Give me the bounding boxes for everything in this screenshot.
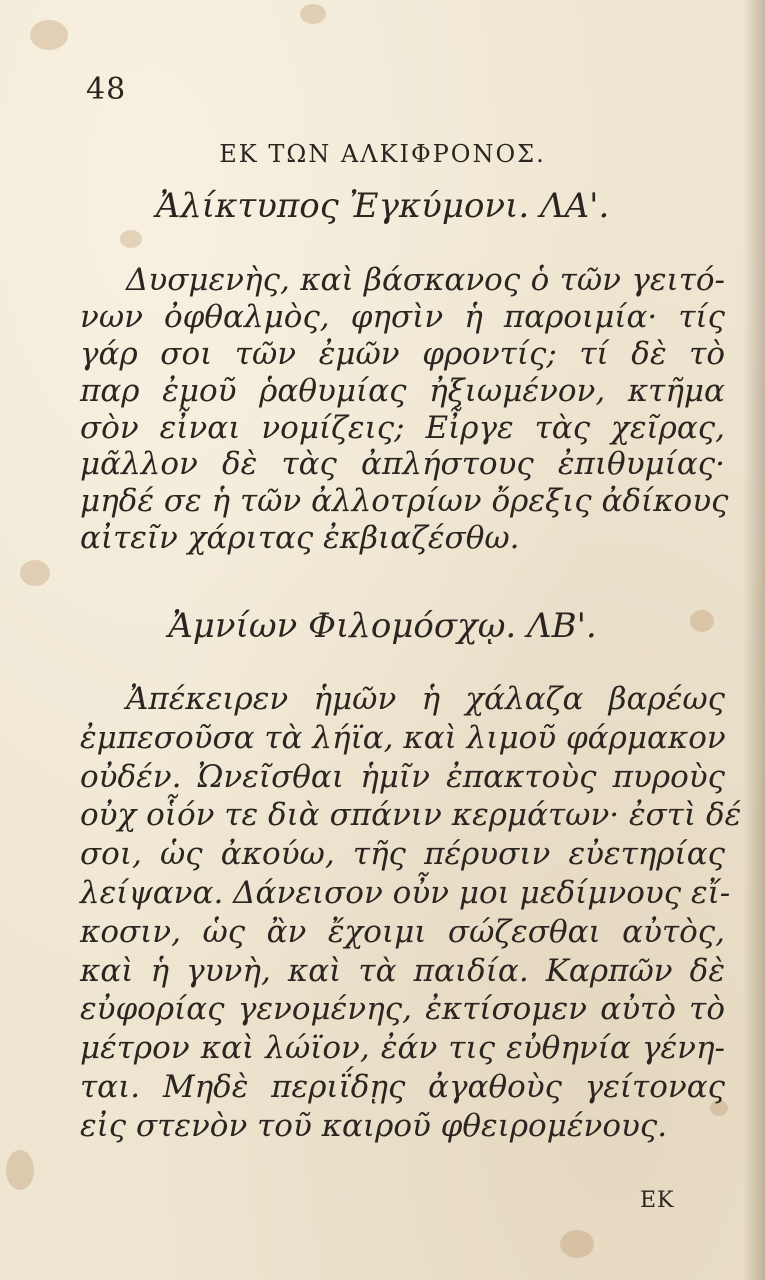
- foxing-spot: [560, 1230, 594, 1258]
- text-line: οὐχ οἷόν τε διὰ σπάνιν κερμάτων· ἐστὶ δέ: [80, 797, 742, 834]
- text-line: γάρ σοι τῶν ἐμῶν φροντίς; τί δὲ τὸ: [80, 335, 725, 372]
- text-line: μέτρον καὶ λώϊον, ἐάν τις εὐθηνία γένη-: [80, 1030, 725, 1067]
- text-line: Δυσμενὴς, καὶ βάσκανος ὁ τῶν γειτό-: [126, 262, 725, 298]
- text-line: μᾶλλον δὲ τὰς ἀπλήστους ἐπιθυμίας·: [80, 446, 725, 483]
- text-line: εὐφορίας γενομένης, ἐκτίσομεν αὐτὸ τὸ: [80, 991, 725, 1028]
- text-line: αἰτεῖν χάριτας ἐκβιαζέσθω.: [80, 520, 520, 557]
- catchword: ΕΚ: [640, 1188, 675, 1213]
- text-line: λείψανα. Δάνεισον οὖν μοι μεδίμνους εἴ-: [80, 874, 731, 911]
- foxing-spot: [120, 230, 142, 248]
- text-line: νων ὀφθαλμὸς, φησὶν ἡ παροιμία· τίς: [80, 298, 725, 335]
- text-line: καὶ ἡ γυνὴ, καὶ τὰ παιδία. Καρπῶν δὲ: [80, 952, 725, 989]
- text-line: κοσιν, ὡς ἂν ἔχοιμι σώζεσθαι αὐτὸς,: [80, 913, 725, 950]
- running-head: ΕΚ ΤΩΝ ΑΛΚΙΦΡΟΝΟΣ.: [219, 140, 546, 168]
- foxing-spot: [30, 20, 68, 50]
- letter-body: [80, 680, 742, 1146]
- foxing-spot: [20, 560, 50, 586]
- foxing-spot: [6, 1150, 34, 1190]
- text-line: μηδέ σε ἡ τῶν ἀλλοτρίων ὄρεξις ἀδίκους: [80, 483, 729, 520]
- letter-title: Ἀμνίων Φιλομόσχῳ. ΛΒ'.: [168, 606, 597, 646]
- text-line: εἰς στενὸν τοῦ καιροῦ φθειρομένους.: [80, 1107, 668, 1144]
- page-number: 48: [86, 72, 127, 107]
- foxing-spot: [300, 4, 326, 24]
- letter-body: [80, 262, 729, 557]
- text-line: σοι, ὡς ἀκούω, τῆς πέρυσιν εὐετηρίας: [80, 836, 725, 873]
- text-line: ἐμπεσοῦσα τὰ λήϊα, καὶ λιμοῦ φάρμακον: [80, 719, 726, 756]
- text-line: σὸν εἶναι νομίζεις; Εἶργε τὰς χεῖρας,: [80, 409, 725, 446]
- text-line: παρ ἐμοῦ ῥαθυμίας ἠξιωμένον, κτῆμα: [80, 372, 725, 409]
- text-line: οὐδέν. Ὠνεῖσθαι ἡμῖν ἐπακτοὺς πυροὺς: [80, 758, 725, 795]
- letter-title: Ἀλίκτυπος Ἐγκύμονι. ΛΑ'.: [155, 186, 610, 226]
- text-line: Ἀπέκειρεν ἡμῶν ἡ χάλαζα βαρέως: [126, 681, 725, 717]
- text-line: ται. Μηδὲ περιΐδῃς ἀγαθοὺς γείτονας: [80, 1068, 725, 1105]
